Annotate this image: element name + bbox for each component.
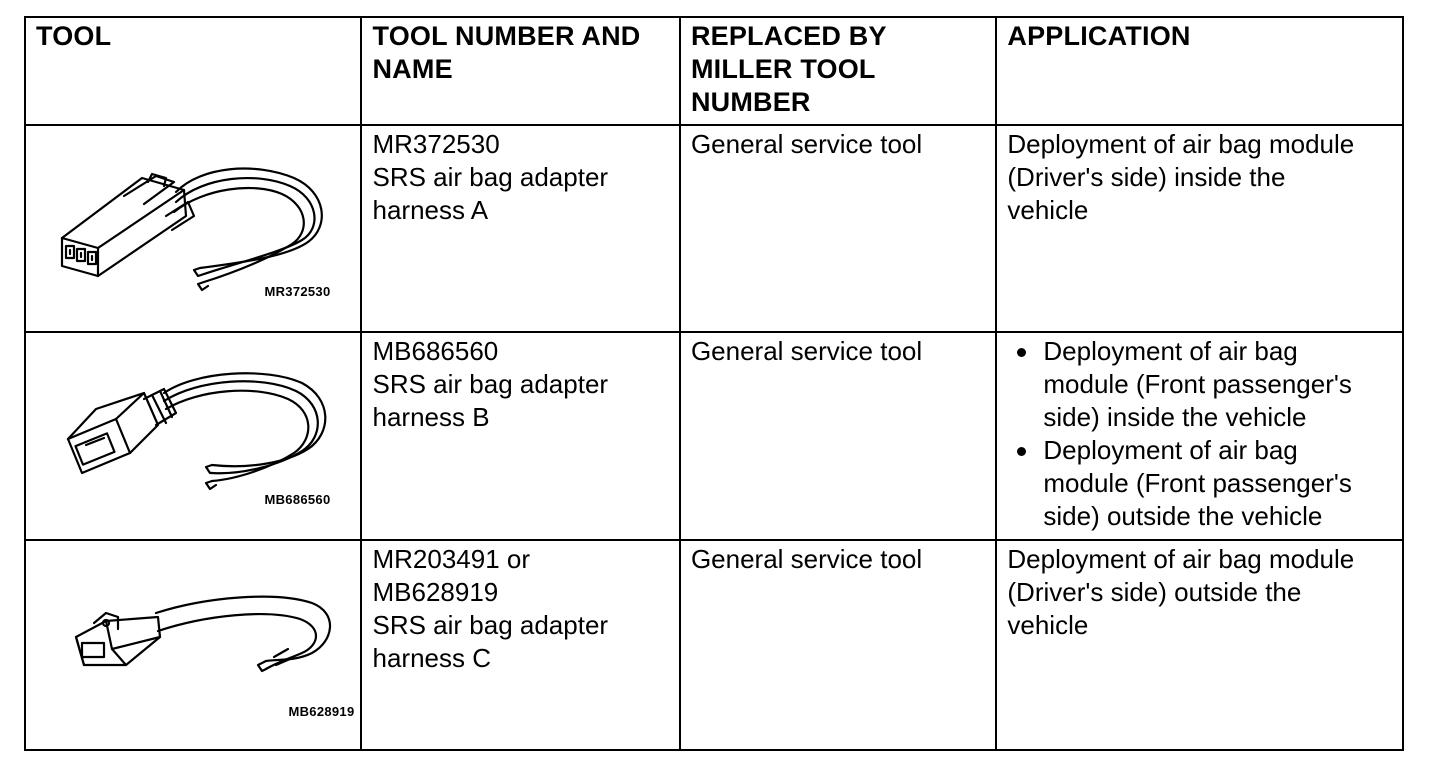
connector-harness-a-icon <box>26 126 360 330</box>
tool-number-name-cell: MB686560 SRS air bag adapter harness B <box>361 332 679 541</box>
tool-number-name-cell: MR203491 or MB628919 SRS air bag adapter harness C <box>361 540 679 750</box>
replaced-by-cell: General service tool <box>680 332 996 541</box>
tool-image-code: MB686560 <box>264 492 331 508</box>
list-item: Deployment of air bag module (Front passenger's side) outside the vehicle <box>1043 434 1394 533</box>
header-application: APPLICATION <box>996 17 1403 125</box>
tool-image-cell <box>25 125 361 332</box>
tool-number-name-cell: MR372530 SRS air bag adapter harness A <box>361 125 679 332</box>
tool-image-code: MR372530 <box>264 283 331 299</box>
table-row <box>25 540 1403 750</box>
table-row <box>25 332 1403 541</box>
table-header-row <box>25 17 1403 125</box>
application-bullet-list <box>1007 335 1394 533</box>
replaced-by-cell: General service tool <box>680 125 996 332</box>
replaced-by-cell: General service tool <box>680 540 996 750</box>
header-tool: TOOL <box>25 17 361 125</box>
application-cell: Deployment of air bag module (Driver's side) inside the vehicle <box>996 125 1403 332</box>
special-tools-table <box>24 16 1404 751</box>
header-replaced-by: REPLACED BY MILLER TOOL NUMBER <box>680 17 996 125</box>
list-item: Deployment of air bag module (Front passenger's side) inside the vehicle <box>1043 335 1394 434</box>
table-row <box>25 125 1403 332</box>
application-cell <box>996 332 1403 541</box>
connector-harness-b-icon <box>26 333 360 539</box>
header-tool-number-name: TOOL NUMBER AND NAME <box>361 17 679 125</box>
application-cell: Deployment of air bag module (Driver's side) outside the vehicle <box>996 540 1403 750</box>
tool-image-cell <box>25 540 361 750</box>
tool-image-cell <box>25 332 361 541</box>
tool-image-code: MB628919 <box>288 704 355 719</box>
